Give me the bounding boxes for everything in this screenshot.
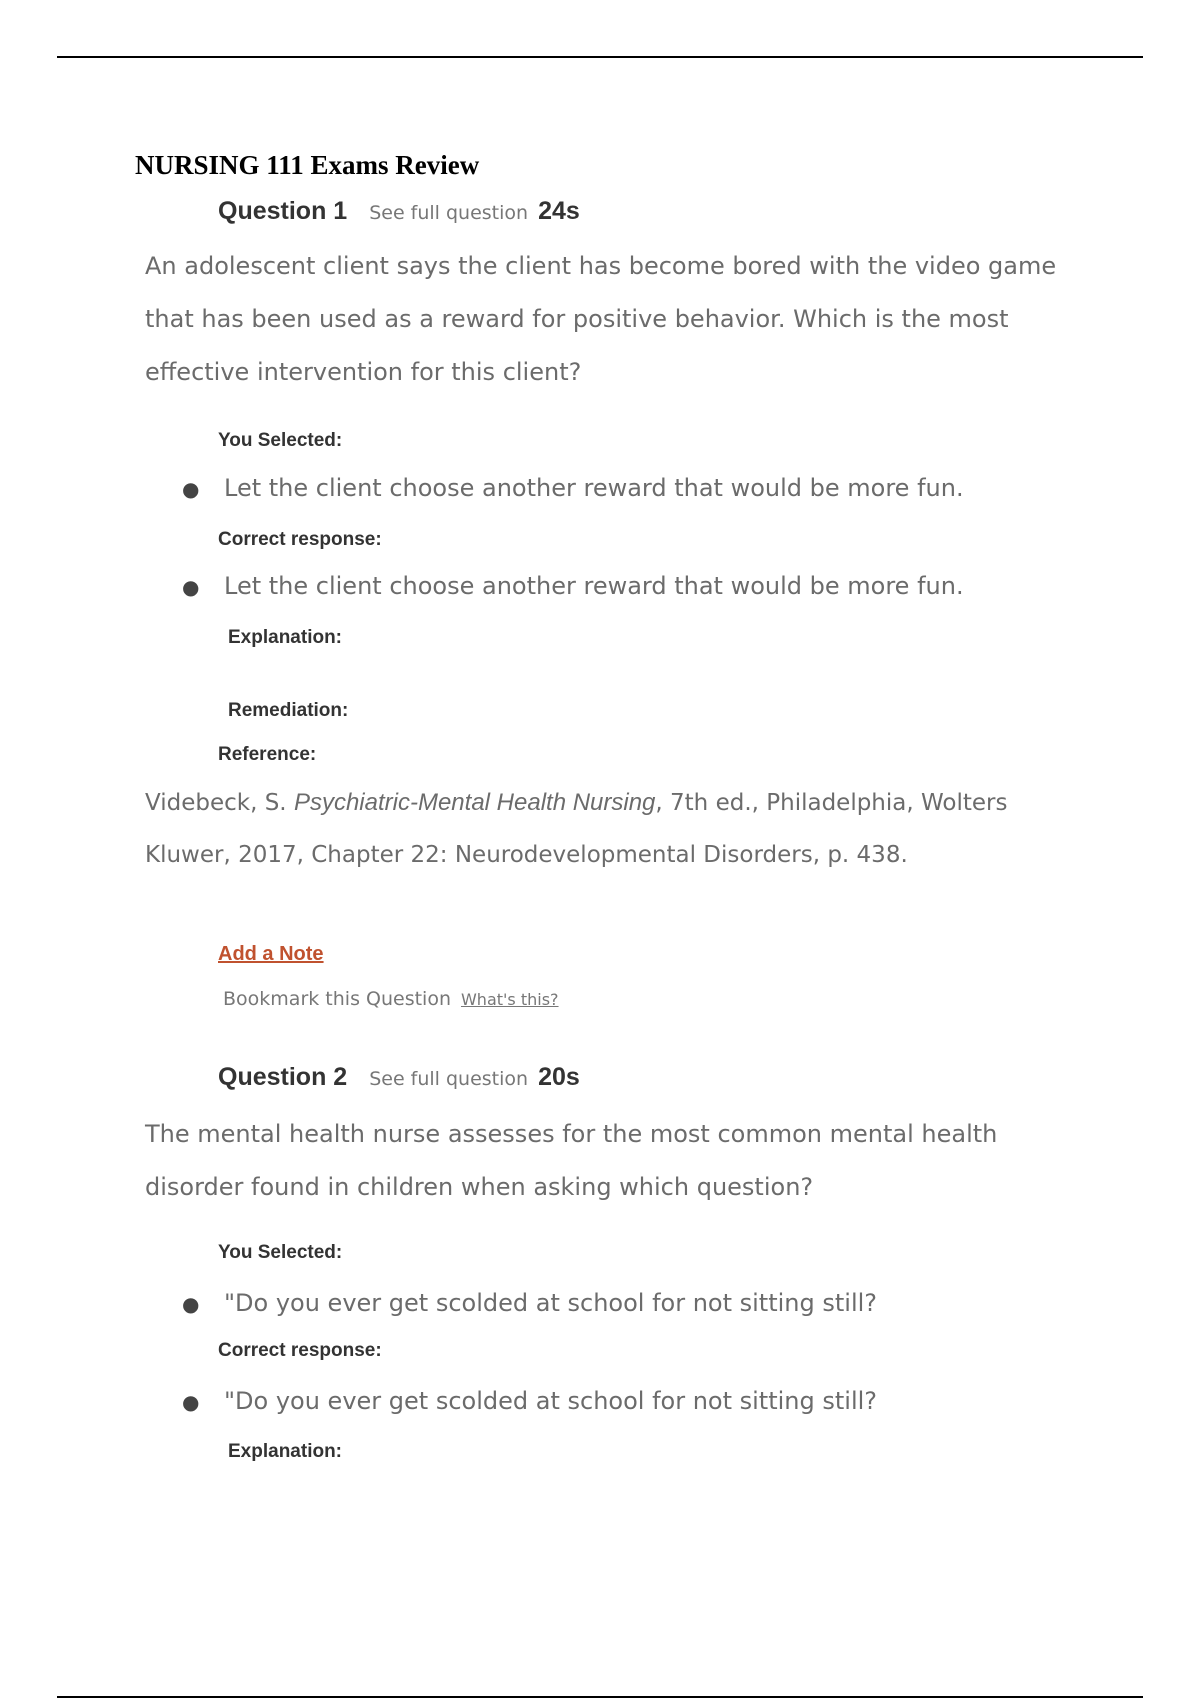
selected-answer: [182, 1289, 1112, 1317]
correct-answer-text: "Do you ever get scolded at school for not sitting still?: [224, 1387, 878, 1415]
question-number: Question 2: [218, 1063, 348, 1091]
question-number: Question 1: [218, 197, 348, 225]
selected-answer-text: "Do you ever get scolded at school for not sitting still?: [224, 1289, 878, 1317]
remediation-label: Remediation:: [228, 700, 349, 721]
bullet-icon: ●: [182, 575, 200, 599]
question-2-header: [218, 1063, 580, 1092]
see-full-question-link[interactable]: See full question: [369, 1068, 529, 1090]
bullet-icon: ●: [182, 1292, 200, 1316]
document-title: NURSING 111 Exams Review: [135, 150, 480, 180]
bookmark-question-toggle[interactable]: Bookmark this Question: [223, 988, 451, 1010]
question-time: 20s: [538, 1063, 580, 1091]
explanation-label: Explanation:: [228, 1441, 343, 1462]
reference-text: Videbeck, S. Psychiatric-Mental Health Nursing, 7th ed., Philadelphia, Wolters Kluwer, 2017, Chapter 22: Neurodevelopmental Disorders, p. 438.: [145, 789, 1008, 868]
correct-answer-text: Let the client choose another reward that would be more fun.: [224, 572, 964, 600]
bullet-icon: ●: [182, 477, 200, 501]
correct-response-label: Correct response:: [218, 529, 382, 550]
bookmark-row: [223, 988, 559, 1010]
correct-response-label: Correct response:: [218, 1340, 382, 1361]
selected-answer: [182, 474, 1112, 502]
you-selected-label: You Selected:: [218, 430, 343, 451]
question-1-text: An adolescent client says the client has become bored with the video game that has been used as a reward for positive behavior. Which is the most effective intervention for this client?: [145, 252, 1057, 386]
add-note-link[interactable]: Add a Note: [218, 943, 324, 965]
bottom-rule: [57, 1696, 1143, 1698]
question-time: 24s: [538, 197, 580, 225]
correct-answer: [182, 572, 1112, 600]
top-rule: [57, 56, 1143, 58]
explanation-label: Explanation:: [228, 627, 343, 648]
you-selected-label: You Selected:: [218, 1242, 343, 1263]
question-1-header: [218, 197, 580, 226]
correct-answer: [182, 1387, 1112, 1415]
reference-book-title: Psychiatric-Mental Health Nursing: [293, 789, 656, 816]
see-full-question-link[interactable]: See full question: [369, 202, 529, 224]
reference-label: Reference:: [218, 744, 317, 765]
whats-this-link[interactable]: What's this?: [460, 990, 559, 1009]
question-2-text: The mental health nurse assesses for the most common mental health disorder found in children when asking which question?: [145, 1120, 998, 1201]
selected-answer-text: Let the client choose another reward that would be more fun.: [224, 474, 964, 502]
bullet-icon: ●: [182, 1390, 200, 1414]
